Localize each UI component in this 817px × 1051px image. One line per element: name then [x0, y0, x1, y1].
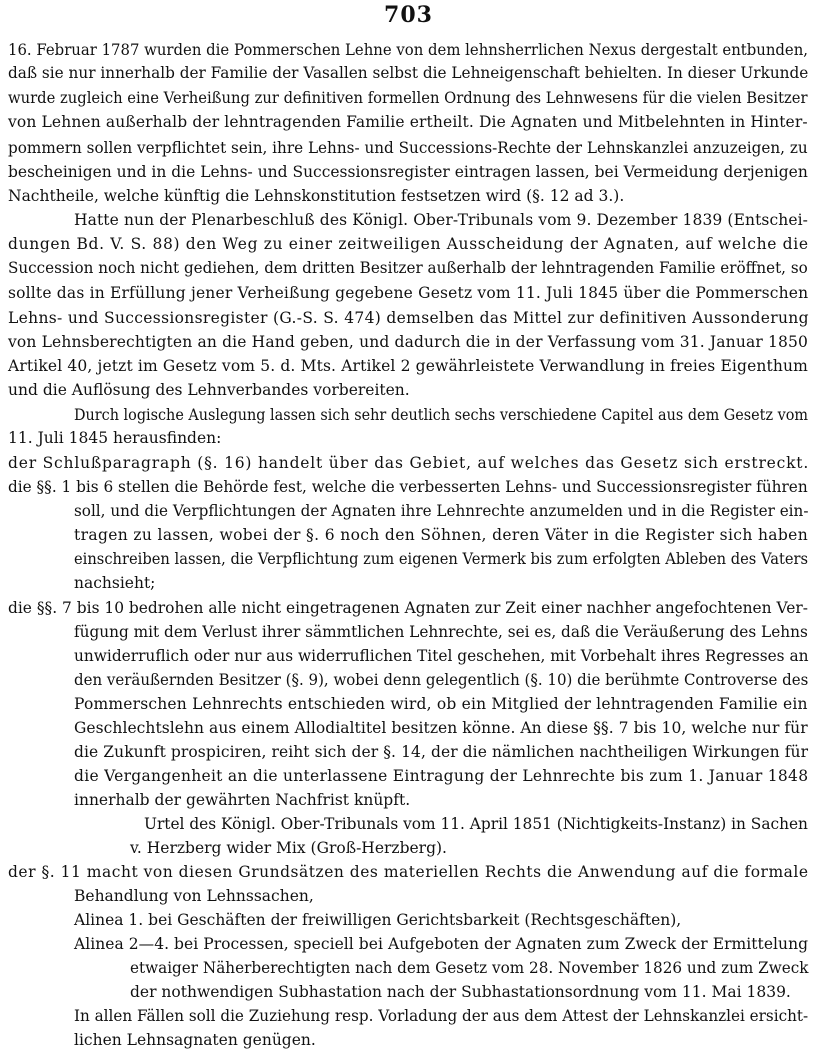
text-line: dungen Bd. V. S. 88) den Weg zu einer zeitweiligen Ausscheidung der Agnaten, auf welche die: [8, 235, 809, 253]
text-line: Behandlung von Lehnssachen,: [74, 887, 314, 905]
text-line: 16. Februar 1787 wurden die Pommerschen Lehne von dem lehnsherrlichen Nexus dergestalt entbunden,: [8, 41, 809, 59]
text-line: Alinea 2—4. bei Processen, speciell bei Aufgeboten der Agnaten zum Zweck der Ermittelung: [74, 935, 809, 953]
text-line: soll, und die Verpflichtungen der Agnaten ihre Lehnrechte anzumelden und in die Register ein-: [74, 502, 809, 520]
text-line: einschreiben lassen, die Verpflichtung zum eigenen Vermerk bis zum erfolgten Ableben des Vaters: [74, 550, 809, 568]
text-line: nachsieht;: [74, 574, 156, 592]
text-line: pommern sollen verpflichtet sein, ihre Lehns- und Successions-Rechte der Lehnskanzlei anzuzeigen, zu: [8, 139, 808, 157]
text-line: Succession noch nicht gediehen, dem dritten Besitzer außerhalb der lehntragenden Familie eröffnet, so: [8, 259, 808, 277]
text-line: Lehns- und Successionsregister (G.-S. S. 474) demselben das Mittel zur definitiven Aussonderung: [8, 309, 809, 327]
text-line: v. Herzberg wider Mix (Groß-Herzberg).: [130, 839, 447, 857]
text-line: 11. Juli 1845 herausfinden:: [8, 429, 222, 447]
text-line: die Zukunft prospiciren, reiht sich der §. 14, der die nämlichen nachtheiligen Wirkungen für: [74, 743, 809, 761]
text-line: fügung mit dem Verlust ihrer sämmtlichen Lehnrechte, sei es, daß die Veräußerung des Lehns: [74, 623, 808, 641]
text-line: und die Auflösung des Lehnverbandes vorbereiten.: [8, 381, 410, 399]
text-line: Artikel 40, jetzt im Gesetz vom 5. d. Mts. Artikel 2 gewährleistete Verwandlung in freies Eigenthum: [8, 357, 808, 375]
text-line: lichen Lehnsagnaten genügen.: [74, 1031, 316, 1049]
text-line: In allen Fällen soll die Zuziehung resp. Vorladung der aus dem Attest der Lehnskanzlei ersicht-: [74, 1007, 809, 1025]
text-line: tragen zu lassen, wobei der §. 6 noch den Söhnen, deren Väter in die Register sich haben: [74, 526, 809, 544]
text-line: der nothwendigen Subhastation nach der Subhastationsordnung vom 11. Mai 1839.: [130, 983, 791, 1001]
text-line: sollte das in Erfüllung jener Verheißung gegebene Gesetz vom 11. Juli 1845 über die Pommerschen: [8, 284, 809, 302]
text-line: von Lehnen außerhalb der lehntragenden Familie ertheilt. Die Agnaten und Mitbelehnten in Hinter-: [8, 113, 808, 131]
text-line: den veräußernden Besitzer (§. 9), wobei denn gelegentlich (§. 10) die berühmte Controverse des: [74, 671, 809, 689]
text-line: Durch logische Auslegung lassen sich sehr deutlich sechs verschiedene Capitel aus dem Gesetz vom: [74, 406, 809, 424]
text-line: Urtel des Königl. Ober-Tribunals vom 11. April 1851 (Nichtigkeits-Instanz) in Sachen: [144, 815, 808, 833]
text-line: innerhalb der gewährten Nachfrist knüpft.: [74, 791, 411, 809]
text-line: die §§. 1 bis 6 stellen die Behörde fest, welche die verbesserten Lehns- und Successionsregister führen: [8, 478, 808, 496]
text-line: Hatte nun der Plenarbeschluß des Königl. Ober-Tribunals vom 9. Dezember 1839 (Entschei-: [74, 211, 809, 229]
page-number: 703: [384, 2, 433, 28]
text-line: von Lehnsberechtigten an die Hand geben, und dadurch die in der Verfassung vom 31. Januar 1850: [8, 333, 809, 351]
text-line: wurde zugleich eine Verheißung zur definitiven formellen Ordnung des Lehnwesens für die vielen Besitzer: [8, 89, 808, 107]
text-line: unwiderruflich oder nur aus widerruflichen Titel geschehen, mit Vorbehalt ihres Regresses an: [74, 647, 809, 665]
text-line: die §§. 7 bis 10 bedrohen alle nicht eingetragenen Agnaten zur Zeit einer nachher angefochtenen Ver-: [8, 599, 808, 617]
text-line: der Schlußparagraph (§. 16) handelt über das Gebiet, auf welches das Gesetz sich erstreckt.: [8, 454, 810, 472]
text-line: Alinea 1. bei Geschäften der freiwilligen Gerichtsbarkeit (Rechtsgeschäften),: [74, 911, 682, 929]
text-line: Pommerschen Lehnrechts entschieden wird, ob ein Mitglied der lehntragenden Familie ein: [74, 695, 808, 713]
text-line: etwaiger Näherberechtigten nach dem Gesetz vom 28. November 1826 und zum Zweck: [130, 959, 809, 977]
text-line: der §. 11 macht von diesen Grundsätzen des materiellen Rechts die Anwendung auf die formale: [8, 863, 809, 881]
text-line: Geschlechtslehn aus einem Allodialtitel besitzen könne. An diese §§. 7 bis 10, welche nur für: [74, 719, 808, 737]
text-line: bescheinigen und in die Lehns- und Successionsregister eintragen lassen, bei Vermeidung derjenigen: [8, 163, 808, 181]
text-line: die Vergangenheit an die unterlassene Eintragung der Lehnrechte bis zum 1. Januar 1848: [74, 767, 809, 785]
text-line: daß sie nur innerhalb der Familie der Vasallen selbst die Lehneigenschaft behielten. In dieser Urkunde: [8, 64, 809, 82]
text-line: Nachtheile, welche künftig die Lehnskonstitution festsetzen wird (§. 12 ad 3.).: [8, 187, 625, 205]
